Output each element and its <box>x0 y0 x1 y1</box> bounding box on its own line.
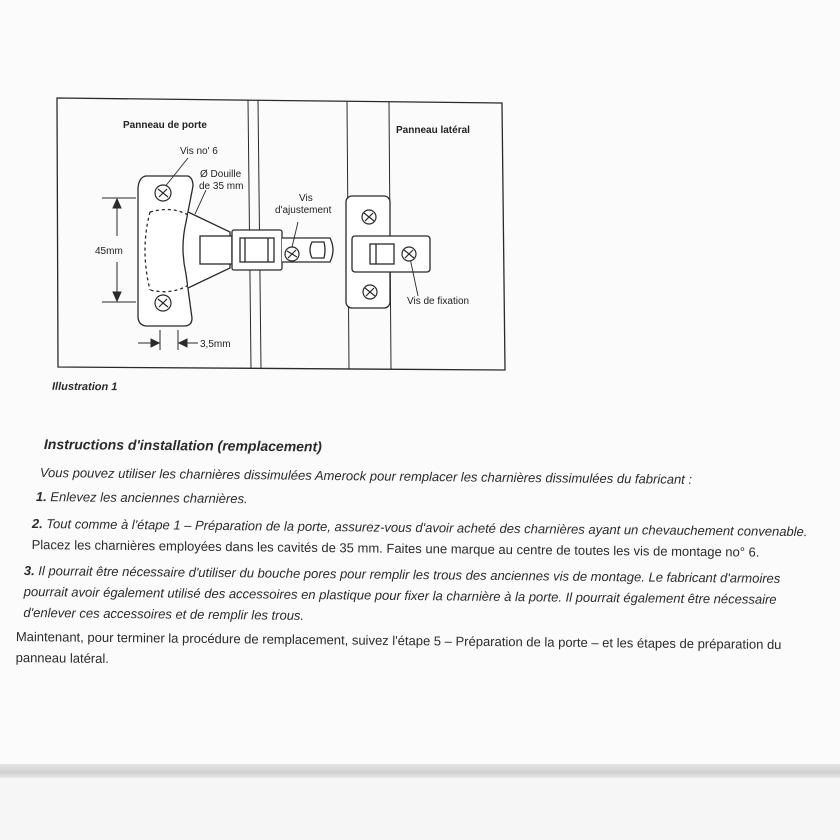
step-3-line-3: d'enlever ces accessoires et de remplir les trous. <box>23 604 305 623</box>
step-1-number: 1. <box>35 488 47 505</box>
step-1 <box>36 486 248 509</box>
step-3-line-2: pourrait avoir également utilisé des accessoires en plastique pour fixer la charnière à la porte. Il pourrait également être nécessaire <box>23 583 777 607</box>
step-3 <box>23 560 780 631</box>
adjust-label-line1: Vis <box>299 193 313 204</box>
figure-caption: Illustration 1 <box>51 380 118 394</box>
final-line-1: Maintenant, pour terminer la procédure de remplacement, suivez l'étape 5 – Préparation de la porte – et les étapes de préparation du <box>15 628 782 653</box>
hinge-arm <box>188 212 333 288</box>
fixing-screw-label: Vis de fixation <box>407 296 470 307</box>
step-2-number: 2. <box>31 515 43 532</box>
background-surface <box>0 778 840 840</box>
socket-label-line1: Ø Douille <box>200 169 242 180</box>
socket-label-line2: de 35 mm <box>199 181 244 192</box>
plate-screw-bottom <box>363 285 377 299</box>
step-1-text: Enlevez les anciennes charnières. <box>50 489 248 507</box>
side-panel-label: Panneau latéral <box>396 125 470 136</box>
height-label: 45mm <box>95 246 123 257</box>
fixing-screw <box>402 247 416 261</box>
plate-screw-top <box>362 210 376 224</box>
adjustment-screw <box>285 247 299 261</box>
screw-no6-top <box>155 185 171 201</box>
step-3-number: 3. <box>23 562 35 579</box>
screw-no6-bottom <box>155 295 171 311</box>
final-paragraph <box>16 626 782 676</box>
section-heading: Instructions d'installation (remplacement) <box>43 436 322 455</box>
step-2 <box>32 513 808 563</box>
step-2-line-2: Placez les charnières employées dans les cavités de 35 mm. Faites une marque au centre de toutes les vis de montage no° 6. <box>31 536 760 560</box>
screw-no6-label: Vis no' 6 <box>180 146 218 157</box>
offset-dimension <box>138 330 198 350</box>
intro-paragraph: Vous pouvez utiliser les charnières dissimulées Amerock pour remplacer les charnières dissimulées du fabricant : <box>39 464 693 487</box>
offset-label: 3,5mm <box>200 339 231 350</box>
adjust-label-line2: d'ajustement <box>275 205 332 216</box>
door-panel-label: Panneau de porte <box>123 120 207 131</box>
step-2-text-1: Tout comme à l'étape 1 – Préparation de la porte, assurez-vous d'avoir acheté des charnières ayant un chevauchement convenable. <box>46 516 808 540</box>
step-3-text-1: Il pourrait être nécessaire d'utiliser du bouche pores pour remplir les trous des anciennes vis de montage. Le fabricant d'armoires <box>38 563 781 586</box>
final-line-2: panneau latéral. <box>15 649 109 666</box>
page-edge <box>0 764 840 778</box>
